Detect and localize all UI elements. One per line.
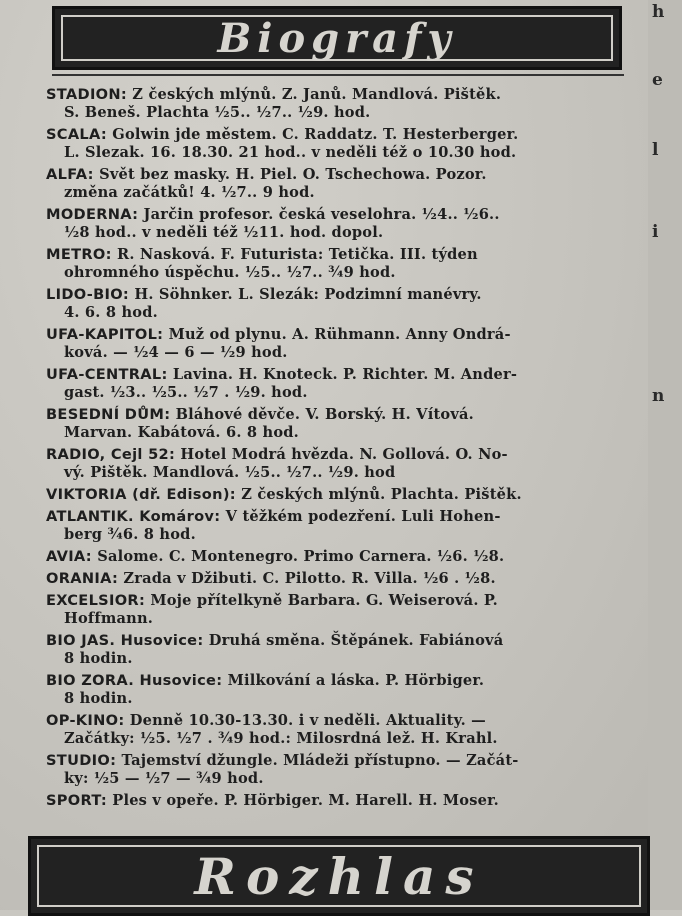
program-text: Hoffmann. <box>64 610 154 627</box>
entry-line <box>46 592 646 610</box>
entry-line <box>46 126 646 144</box>
entry-line <box>46 570 646 588</box>
cinema-entry <box>46 326 646 362</box>
next-section-title: Rozhlas <box>194 846 484 906</box>
cinema-entry <box>46 632 646 668</box>
cinema-name: SCALA: <box>46 126 108 143</box>
cinema-name: SPORT: <box>46 792 107 809</box>
cinema-entry <box>46 446 646 482</box>
cinema-entry <box>46 86 646 122</box>
program-text: Salome. C. Montenegro. Primo Carnera. ½6. ½8. <box>91 548 505 565</box>
program-text: změna začátků! 4. ½7.. 9 hod. <box>64 184 315 201</box>
program-text: R. Nasková. F. Futurista: Tetička. III. týden <box>111 246 478 263</box>
program-text: 8 hodin. <box>64 690 133 707</box>
program-text: V těžkém podezření. Luli Hohen- <box>220 508 501 525</box>
program-text: Druhá směna. Štěpánek. Fabiánová <box>203 632 504 649</box>
cinema-name: AVIA: <box>46 548 92 565</box>
entry-line <box>46 326 646 344</box>
cinema-entry <box>46 166 646 202</box>
program-text: Ples v opeře. P. Hörbiger. M. Harell. H. Moser. <box>107 792 499 809</box>
cinema-name: UFA-KAPITOL: <box>46 326 164 343</box>
entry-line <box>46 264 646 282</box>
cinema-entry <box>46 126 646 162</box>
adjacent-column-fragment: i <box>652 222 659 242</box>
program-text: Z českých mlýnů. Z. Janů. Mandlová. Pištěk. <box>127 86 502 103</box>
program-text: Denně 10.30-13.30. i v neděli. Aktuality. — <box>124 712 486 729</box>
banner-frame <box>37 845 641 907</box>
cinema-name: EXCELSIOR: <box>46 592 146 609</box>
next-section-banner <box>28 836 650 916</box>
entry-line <box>46 632 646 650</box>
section-header-banner <box>52 6 622 70</box>
cinema-entry <box>46 752 646 788</box>
program-text: 4. 6. 8 hod. <box>64 304 158 321</box>
entry-line <box>46 526 646 544</box>
entry-line <box>46 224 646 242</box>
program-text: L. Slezak. 16. 18.30. 21 hod.. v neděli též o 10.30 hod. <box>64 144 517 161</box>
program-text: vý. Pištěk. Mandlová. ½5.. ½7.. ½9. hod <box>64 464 396 481</box>
entry-line <box>46 464 646 482</box>
entry-line <box>46 366 646 384</box>
cinema-name: METRO: <box>46 246 112 263</box>
adjacent-column-fragment: h <box>652 2 665 22</box>
cinema-entry <box>46 246 646 282</box>
entry-line <box>46 384 646 402</box>
header-rule <box>52 74 624 76</box>
program-text: Svět bez masky. H. Piel. O. Tschechowa. Pozor. <box>93 166 487 183</box>
entry-line <box>46 166 646 184</box>
adjacent-column-fragment: n <box>652 386 665 406</box>
cinema-name: BIO ZORA. Husovice: <box>46 672 223 689</box>
cinema-name: STADION: <box>46 86 128 103</box>
cinema-name: UFA-CENTRAL: <box>46 366 168 383</box>
program-text: Z českých mlýnů. Plachta. Pištěk. <box>235 486 522 503</box>
cinema-name: ORANIA: <box>46 570 119 587</box>
cinema-name: ATLANTIK. Komárov: <box>46 508 221 525</box>
program-text: S. Beneš. Plachta ½5.. ½7.. ½9. hod. <box>64 104 371 121</box>
cinema-entry <box>46 286 646 322</box>
cinema-entry <box>46 712 646 748</box>
cinema-entry <box>46 672 646 708</box>
cinema-name: STUDIO: <box>46 752 117 769</box>
entry-line <box>46 690 646 708</box>
adjacent-column-fragment: l <box>652 140 659 160</box>
program-text: ková. — ½4 — 6 — ½9 hod. <box>64 344 288 361</box>
program-text: Začátky: ½5. ½7 . ¾9 hod.: Milosrdná lež. H. Krahl. <box>64 730 498 747</box>
cinema-entry <box>46 792 646 810</box>
entry-line <box>46 246 646 264</box>
entry-line <box>46 144 646 162</box>
entry-line <box>46 104 646 122</box>
entry-line <box>46 508 646 526</box>
program-text: ½8 hod.. v neděli též ½11. hod. dopol. <box>64 224 384 241</box>
entry-line <box>46 792 646 810</box>
entry-line <box>46 548 646 566</box>
program-text: Marvan. Kabátová. 6. 8 hod. <box>64 424 299 441</box>
program-text: Milkování a láska. P. Hörbiger. <box>222 672 485 689</box>
program-text: Lavina. H. Knoteck. P. Richter. M. Ander- <box>167 366 518 383</box>
cinema-name: ALFA: <box>46 166 94 183</box>
banner-frame <box>61 15 613 61</box>
entry-line <box>46 304 646 322</box>
entry-line <box>46 672 646 690</box>
program-text: Bláhové děvče. V. Borský. H. Vítová. <box>170 406 474 423</box>
section-title: Biografy <box>217 14 457 62</box>
entry-line <box>46 286 646 304</box>
entry-line <box>46 770 646 788</box>
program-text: Zrada v Džibuti. C. Pilotto. R. Villa. ½6 . ½8. <box>118 570 496 587</box>
cinema-name: BIO JAS. Husovice: <box>46 632 204 649</box>
entry-line <box>46 486 646 504</box>
entry-line <box>46 650 646 668</box>
entry-line <box>46 206 646 224</box>
cinema-entry <box>46 206 646 242</box>
cinema-entry <box>46 570 646 588</box>
entry-line <box>46 752 646 770</box>
program-text: Muž od plynu. A. Rühmann. Anny Ondrá- <box>163 326 511 343</box>
program-text: Hotel Modrá hvězda. N. Gollová. O. No- <box>175 446 508 463</box>
program-text: Moje přítelkyně Barbara. G. Weiserová. P. <box>145 592 498 609</box>
program-text: ky: ½5 — ½7 — ¾9 hod. <box>64 770 264 787</box>
entry-line <box>46 424 646 442</box>
cinema-entry <box>46 592 646 628</box>
entry-line <box>46 446 646 464</box>
program-text: Golwin jde městem. C. Raddatz. T. Hesterberger. <box>107 126 519 143</box>
cinema-name: MODERNA: <box>46 206 139 223</box>
entry-line <box>46 610 646 628</box>
program-text: berg ¾6. 8 hod. <box>64 526 196 543</box>
entry-line <box>46 344 646 362</box>
cinema-listing <box>46 86 646 814</box>
entry-line <box>46 184 646 202</box>
adjacent-column-strip <box>648 0 682 910</box>
program-text: gast. ½3.. ½5.. ½7 . ½9. hod. <box>64 384 308 401</box>
cinema-entry <box>46 548 646 566</box>
cinema-name: VIKTORIA (dř. Edison): <box>46 486 236 503</box>
cinema-name: BESEDNÍ DŮM: <box>46 406 171 423</box>
cinema-name: LIDO-BIO: <box>46 286 130 303</box>
program-text: ohromného úspěchu. ½5.. ½7.. ¾9 hod. <box>64 264 396 281</box>
entry-line <box>46 86 646 104</box>
cinema-name: RADIO, Cejl 52: <box>46 446 176 463</box>
program-text: Tajemství džungle. Mládeži přístupno. — Začát- <box>116 752 519 769</box>
program-text: Jarčin profesor. česká veselohra. ½4.. ½6.. <box>138 206 500 223</box>
program-text: H. Söhnker. L. Slezák: Podzimní manévry. <box>129 286 482 303</box>
entry-line <box>46 406 646 424</box>
cinema-entry <box>46 486 646 504</box>
entry-line <box>46 730 646 748</box>
cinema-entry <box>46 406 646 442</box>
cinema-entry <box>46 366 646 402</box>
cinema-name: OP-KINO: <box>46 712 125 729</box>
entry-line <box>46 712 646 730</box>
adjacent-column-fragment: e <box>652 70 663 90</box>
cinema-entry <box>46 508 646 544</box>
program-text: 8 hodin. <box>64 650 133 667</box>
